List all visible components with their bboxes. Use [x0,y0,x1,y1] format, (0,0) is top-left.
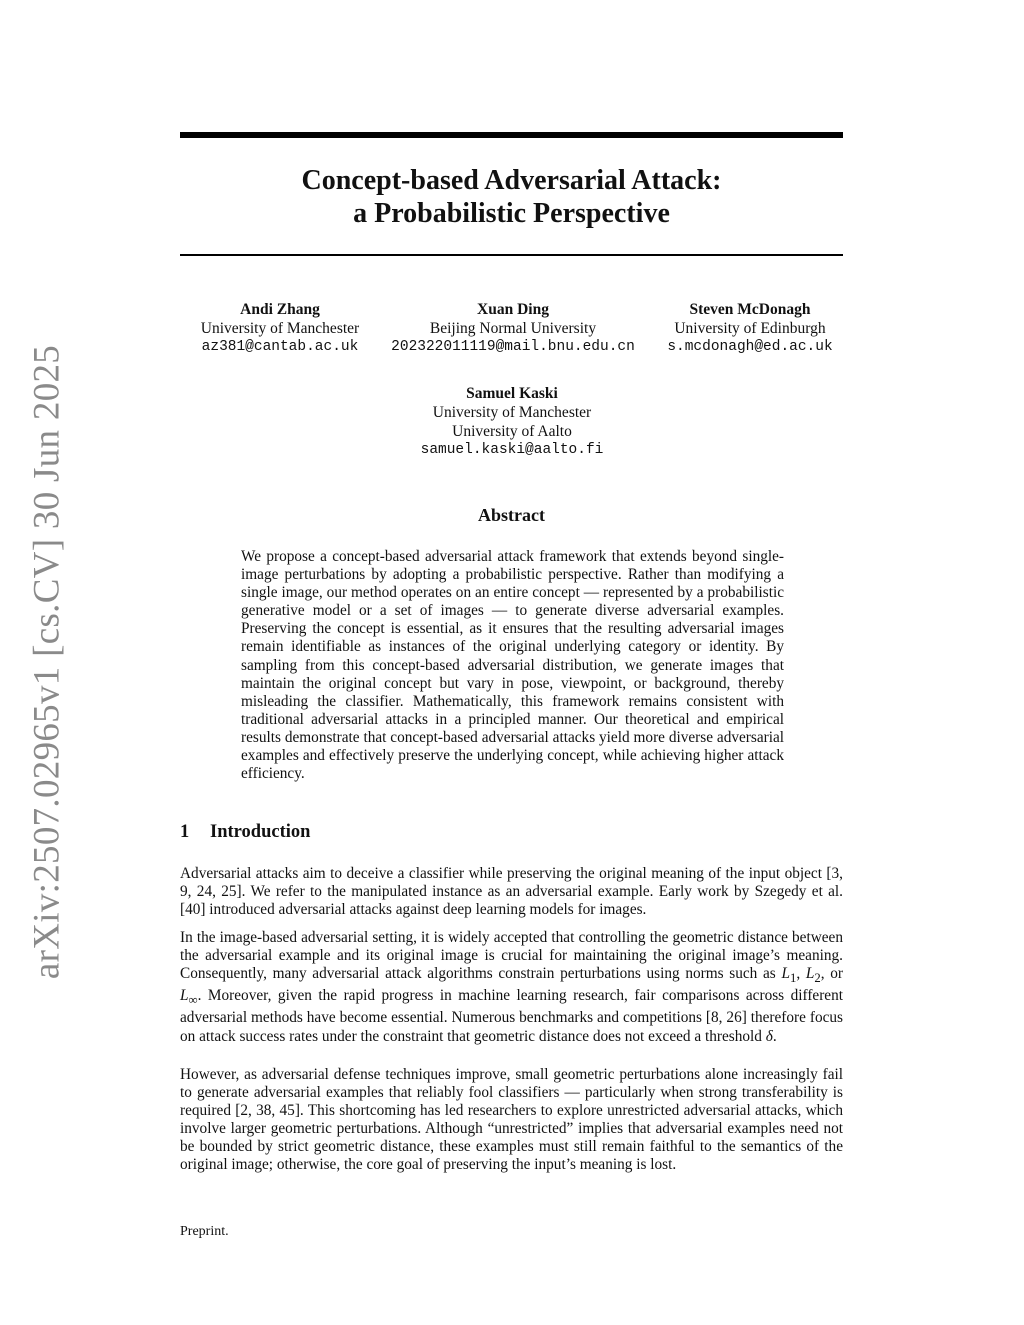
author-affiliation: University of Manchester [200,320,360,337]
paper-title [180,164,843,230]
math-l2: $L_2$ [805,965,821,986]
separator: , or [820,965,843,983]
author-name: Andi Zhang [240,301,320,318]
paragraph-text: In the image-based adversarial setting, it is widely accepted that controlling the geometric distance between the adversarial example and its original image is crucial for maintaining the original image’s meaning. Consequently, many adversarial attack algorithms constrain perturbations using norms such as [180,929,843,983]
abstract-text: We propose a concept-based adversarial attack framework that extends beyond single-image perturbations by adopting a probabilistic perspective. Rather than modifying a single image, our method operates on an entire concept — represented by a probabilistic generative model or a set of images — to generate diverse adversarial examples. Preserving the concept is essential, as it ensures that the resulting adversarial images remain identifiable as instances of the original underlying category or identity. By sampling from this concept-based adversarial distribution, we generate images that maintain the original concept but vary in pose, viewpoint, or background, thereby misleading the classifier. Mathematically, this framework remains consistent with traditional adversarial attacks in a principled manner. Our theoretical and empirical results demonstrate that concept-based adversarial attacks yield more diverse adversarial examples and effectively preserve the underlying concept, while achieving higher attack efficiency. [241,548,784,783]
author-block-3 [650,300,850,357]
author-affiliation: Beijing Normal University [429,320,597,337]
math-linf: $L_\infty$ [180,987,198,1008]
period: . [772,1027,777,1045]
author-email[interactable]: s.mcdonagh@ed.ac.uk [667,339,833,355]
title-bottom-rule [180,254,843,256]
title-line-2: a Probabilistic Perspective [353,198,670,229]
author-block-2 [383,300,643,357]
section-number: 1 [180,822,190,842]
intro-paragraph-1: Adversarial attacks aim to deceive a classifier while preserving the original meaning of the input object [3, 9, 24, 25]. We refer to the manipulated instance as an adversarial example. Early work by Szegedy et al. [40] introduced adversarial attacks against deep learning models for images. [180,865,843,919]
author-block-4 [362,384,662,460]
title-line-1: Concept-based Adversarial Attack: [301,165,722,196]
footer-preprint: Preprint. [180,1224,229,1239]
paragraph-text: . Moreover, given the rapid progress in machine learning research, fair comparisons across different adversarial methods have become essential. Numerous benchmarks and competitions [8, 26] therefore focus on attack success rates under the constraint that geometric distance does not exceed a threshold [180,987,843,1045]
author-email[interactable]: 202322011119@mail.bnu.edu.cn [391,339,635,355]
author-block-1 [180,300,380,357]
author-name: Xuan Ding [477,301,549,318]
author-affiliation-2: University of Aalto [452,423,572,440]
abstract-heading: Abstract [478,505,545,525]
math-l1: $L_1$ [781,965,797,986]
arxiv-identifier-stamp: arXiv:2507.02965v1 [cs.CV] 30 Jun 2025 [26,344,68,980]
author-email[interactable]: samuel.kaski@aalto.fi [420,442,604,458]
separator: , [796,965,806,983]
math-delta: δ [765,1027,773,1045]
section-title: Introduction [210,822,311,842]
section-heading-introduction [180,822,310,843]
intro-paragraph-3: However, as adversarial defense techniques improve, small geometric perturbations alone increasingly fail to generate adversarial examples that reliably fool classifiers — particularly when strong transferability is required [2, 38, 45]. This shortcoming has led researchers to explore unrestricted adversarial attacks, which involve larger geometric perturbations. Although “unrestricted” implies that adversarial examples need not be bounded by strict geometric distance, these examples must still remain faithful to the semantics of the original image; otherwise, the core goal of preserving the input’s meaning is lost. [180,1066,843,1174]
author-affiliation: University of Manchester [432,404,592,421]
author-affiliation: University of Edinburgh [674,320,826,337]
author-email[interactable]: az381@cantab.ac.uk [201,339,359,355]
author-name: Samuel Kaski [466,385,558,402]
intro-paragraph-2 [180,929,843,1046]
author-name: Steven McDonagh [689,301,811,318]
title-top-rule [180,132,843,138]
